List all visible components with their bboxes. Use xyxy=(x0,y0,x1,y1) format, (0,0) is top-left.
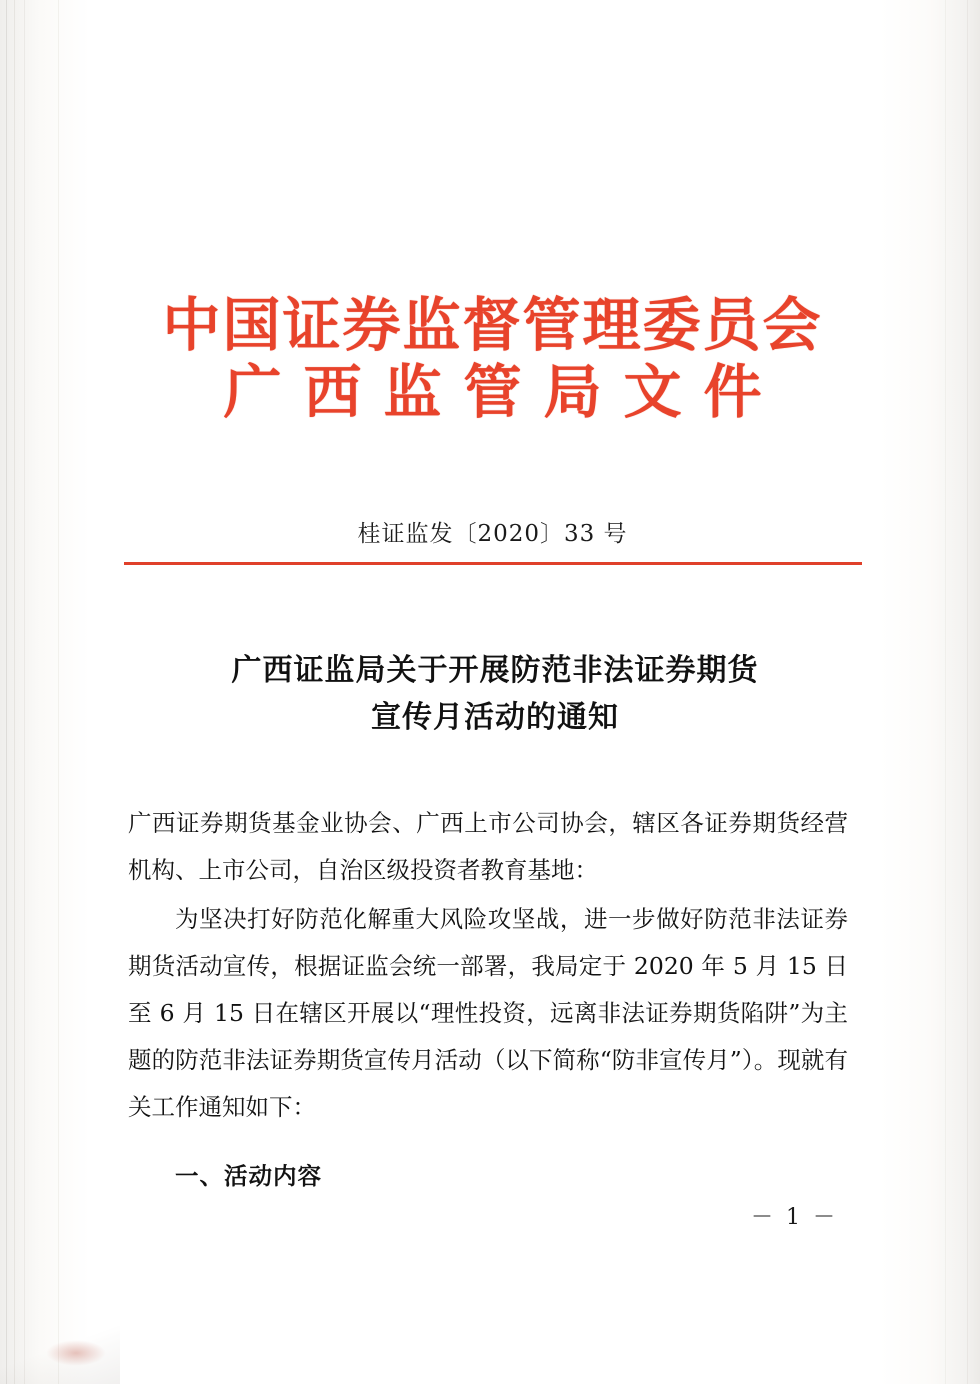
title-line-1: 广西证监局关于开展防范非法证券期货 xyxy=(231,653,759,688)
title-line-2: 宣传月活动的通知 xyxy=(371,699,619,735)
masthead xyxy=(120,292,865,425)
document-number: 桂证监发〔2020〕33 号 xyxy=(357,521,628,547)
page-number: － 1 － xyxy=(751,1205,838,1230)
page-title xyxy=(150,648,840,741)
recipients-paragraph: 广西证券期货基金业协会、广西上市公司协会，辖区各证券期货经营机构、上市公司，自治区级投资者教育基地： xyxy=(128,809,848,884)
masthead-line-agency: 中国证券监督管理委员会 xyxy=(162,291,823,359)
section-heading-activity-content: 一、活动内容 xyxy=(175,1162,322,1190)
body-paragraph-1: 为坚决打好防范化解重大风险攻坚战，进一步做好防范非法证券期货活动宣传，根据证监会统一部署，我局定于 2020 年 5 月 15 日至 6 月 15 日在辖区开展以“理性投资，远离非法证券期货陷阱”为主题的防范非法证券期货宣传月活动（以下简称“防非宣传月”）。现就有关工作通知如下： xyxy=(128,905,848,1121)
masthead-line-bureau: 广西监管局文件 xyxy=(223,357,784,426)
document-body xyxy=(128,800,848,1202)
red-divider-rule xyxy=(124,562,862,565)
